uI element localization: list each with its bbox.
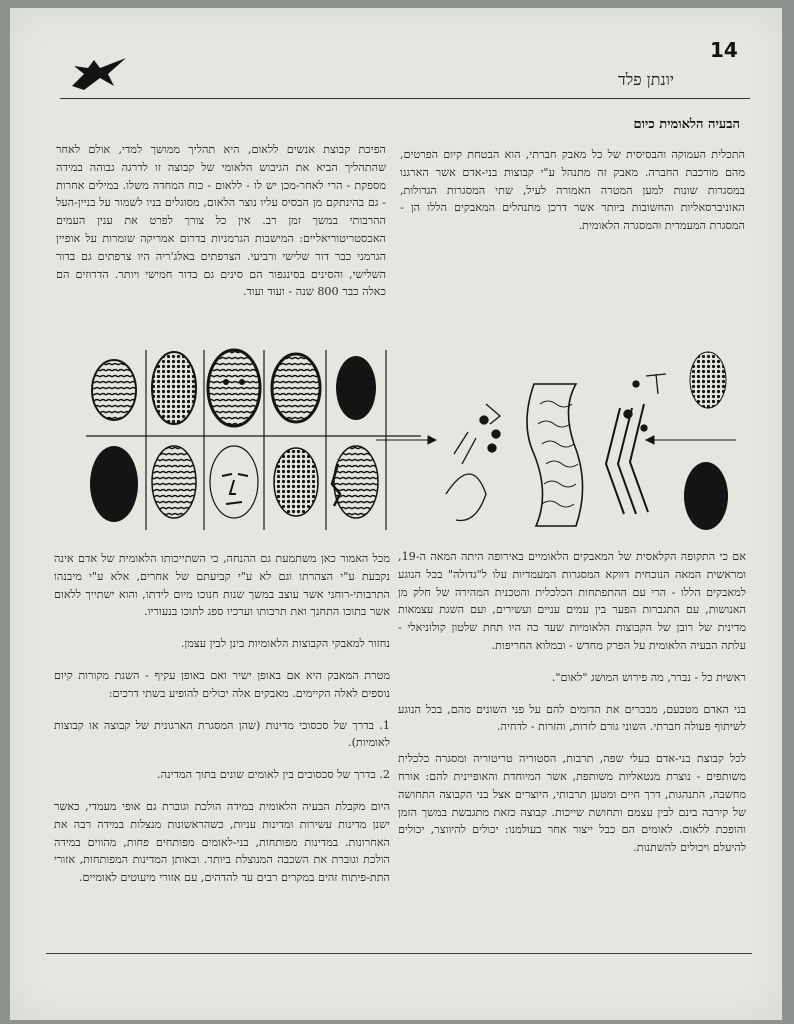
paragraph: מכל האמור כאן משתמעת גם ההנחה, כי השתייכותו הלאומית של אדם אינה נקבעת ע"י הצהרתו וגם לא ע"י קביעתם של אחרים, אלא ע"י מיבנהו התרבותי-רוחני אשר עוצב במשך שנות חנוכו מיום לידתו, והוא ישתייך ללאום אשר בתוכו התחנך ואת תרבותו וערכיו ספג לתוכו בנעוריו. bbox=[54, 552, 390, 619]
fingerprint-icon bbox=[274, 448, 318, 516]
paragraph: ראשית כל - נברר, מה פירוש המושג "לאום". bbox=[551, 670, 746, 684]
fingerprint-icon bbox=[208, 350, 260, 426]
fingerprint-icon bbox=[332, 446, 378, 518]
paragraph: לכל קבוצת בני-אדם בעלי שפה, תרבות, הסטוריה טריטוריה ומסגרה כלכלית משותפים - נוצרת מנטאליות משותפת, אשר המיוחדת והאופיינית להם: אורח מחשבה, התנהגות, דרך חיים ומטען תרבותי, היוצרים אצל בני הקבוצה התחושה של קירבה בינם לבין עצמם ותחושת שייכות. קבוצה כזאת מתגבשת במשך הזמן והופכת ללאום. לאומים הם כבל ייצור אחר בעולמנו: יכולים להיווצר, יכולים להיעלם ויכולים להשתנות. bbox=[398, 752, 746, 855]
footer-rule bbox=[46, 953, 752, 954]
right-column-top bbox=[400, 146, 745, 249]
fingerprint-icon bbox=[684, 462, 728, 530]
list-item: 1. בדרך של סכסוכי מדינות (שהן המסגרת הארגונית של קבוצה או קבוצות לאומיות). bbox=[54, 718, 390, 750]
fingerprint-icon bbox=[152, 446, 196, 518]
right-column-bottom bbox=[398, 548, 746, 871]
paragraph: היום מקבלת הבעיה הלאומית במידה הולכת וגוברת גם אופי מעמדי, כאשר ישנן מדינות עשירות ומדינות עניות, כשהראשונות מנצלות במידה רבה את האחרונות. במדינות מפותחות, בני-לאומים מפותחים פחות, מהווים במידה הולכת וגוברת את השכבה המנוצלת ביותר. ובאותן המדינות המפותחות, אזורי התת-פיתוח זהים במקרים רבים עד להדהים, עם אזורי מיעוטים לאומיים. bbox=[54, 799, 390, 885]
fingerprint-icon bbox=[690, 352, 726, 408]
header-rule bbox=[60, 98, 750, 99]
page-number: 14 bbox=[710, 38, 738, 62]
left-column-top bbox=[56, 141, 386, 315]
fingerprint-illustration bbox=[76, 344, 746, 534]
paragraph: בני האדם מטבעם, מבכרים את הדומים להם על פני השונים מהם, בכל הנוגע לשיתוף פעולה חברתי. השוני גורם לזרות, והזרות - לדחיה. bbox=[398, 702, 746, 734]
fingerprint-icon bbox=[90, 446, 138, 522]
paragraph: אם כי התקופה הקלאסית של המאבקים הלאומיים באירופה היתה המאה ה-19, ומראשית המאה הנוכחית דווקא המסגרות המעמדיות עלו ל"גדולה" בכל הנוגע למאבקים הללו - הרי עם ההתפתחות הכלכלית והטכנית המהירה של חלק מן האנושות, עם התגברות הפער בין עמים עניים ועשירים, ועם השגת עצמאות מדינית של רובן של הקבוצות הלאומיות שעד כה היו תחת שלטון קולוניאלי - עלתה הבעיה הלאומית על הפרק מחדש - ובמלוא החריפות. bbox=[398, 550, 746, 652]
fingerprint-icon bbox=[272, 354, 320, 422]
abstract-figure bbox=[446, 374, 666, 526]
fingerprint-icon bbox=[336, 356, 376, 420]
paragraph: נחזור למאבקי הקבוצות הלאומיות בינן לבין עצמן. bbox=[180, 637, 390, 651]
paragraph: מטרת המאבק היא אם באופן ישיר ואם באופן עקיף - השגת מקורות קיום נוספים לאלה הקיימים. מאבקים אלה יכולים להופיע בשתי דרכים: bbox=[54, 668, 390, 700]
bird-logo-icon bbox=[70, 56, 128, 92]
paragraph: התכלית העמוקה והבסיסית של כל מאבק חברתי, הוא הבטחת קיום הפרטים, מהם מורכבת החברה. מאבק זה מתנהל ע"י קבוצות בני-אדם אשר הארגנו במסגרות שונות למען המטרה האמורה לעיל, שתי המסגרות הגדולות, האוניברסאליות והחשובות ביותר אשר דרכן מתנהלים המאבקים הללו הן - המסגרת המעמדית והמסגרה הלאומית. bbox=[400, 148, 745, 233]
fingerprint-icon bbox=[210, 446, 258, 518]
author-name: יונתן פלד bbox=[618, 70, 674, 89]
fingerprint-icon bbox=[152, 352, 196, 424]
list-item: 2. בדרך של סכסוכים בין לאומים שונים בתוך המדינה. bbox=[157, 768, 390, 782]
fingerprint-icon bbox=[92, 360, 136, 420]
paragraph: הפיכת קבוצת אנשים ללאום, היא תהליך ממושך למדי, אולם לאחר שהתהליך הביא את הגיבוש הלאומי של קבוצה זו לדרגה גבוהה במידה מספקת - הרי לאחר-מכן יש לו - ללאום - כוח המחדה משלו. במילים אחרות - גם בהינתקם מן הבסיס עליו נוצר הלאום, מסוגלים בניו לשמור על בניין-העל ההרבותי במשך זמן רב. אין כל צורך לפרט את ענין העמים האכסטריטוריאליים: המישבות הגרמניות בדרום אמריקה שומרות על אופיין הגרמני כבר דור שלישי ורביעי. הצרפתים באלג'ריה היו צרפתים גם בדור השלישי, והסינים בסינגפור הם סינים גם בדור חמישי ויותר. הדרוזים הם כאלה כבר 800 שנה - ועוד ועוד. bbox=[56, 143, 386, 299]
article-title: הבעיה הלאומית כיום bbox=[633, 117, 740, 132]
left-column-bottom bbox=[54, 550, 390, 901]
magazine-page bbox=[10, 8, 782, 1020]
